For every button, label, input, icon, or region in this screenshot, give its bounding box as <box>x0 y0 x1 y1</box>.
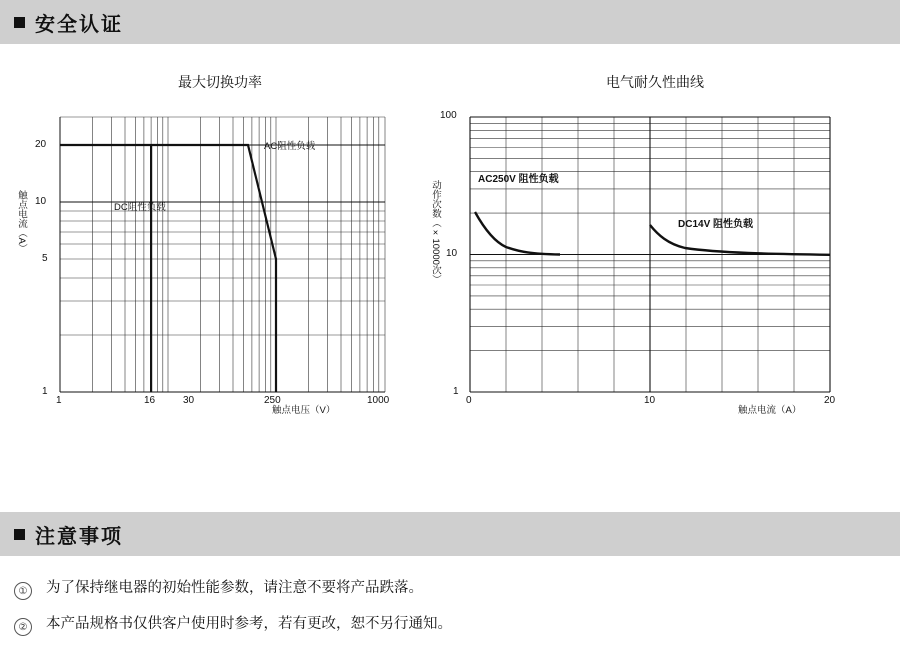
curve-ac250v-resistive-load <box>475 212 560 255</box>
left-chart-ylabel: 触点电流（A） <box>16 190 27 254</box>
plot-right-svg <box>440 102 890 432</box>
list-item <box>0 580 900 600</box>
section-header-notes <box>0 512 900 556</box>
charts-area <box>0 60 900 460</box>
left-xtick-1: 1 <box>56 395 62 406</box>
left-ytick-10: 10 <box>35 196 47 207</box>
right-chart-xlabel: 触点电流（A） <box>738 405 802 416</box>
right-ytick-100: 100 <box>440 110 457 121</box>
right-xtick-10: 10 <box>644 395 656 406</box>
plot-left-svg <box>10 102 430 432</box>
notes-list <box>0 580 900 652</box>
left-xtick-16: 16 <box>144 395 156 406</box>
chart-electrical-endurance <box>430 60 890 450</box>
left-ytick-5: 5 <box>42 253 48 264</box>
left-xtick-250: 250 <box>264 395 281 406</box>
plot-left <box>10 102 430 432</box>
label-dc14v-resistive-load: DC14V 阻性负载 <box>678 219 754 230</box>
chart-max-switching-power <box>10 60 430 450</box>
list-item <box>0 616 900 636</box>
square-bullet-icon <box>14 529 25 540</box>
note-number: ① <box>14 582 32 600</box>
chart-title-right: 电气耐久性曲线 <box>606 74 704 90</box>
label-ac250v-resistive-load: AC250V 阻性负载 <box>478 174 559 185</box>
label-dc-resistive-load: DC阻性负载 <box>114 202 166 213</box>
right-ytick-10: 10 <box>446 248 458 259</box>
left-xtick-1000: 1000 <box>367 395 390 406</box>
note-text: 为了保持继电器的初始性能参数，请注意不要将产品跌落。 <box>46 580 423 596</box>
section-header-safety <box>0 0 900 44</box>
section-title-notes: 注意事项 <box>35 525 123 548</box>
plot-right <box>430 102 890 432</box>
note-number: ② <box>14 618 32 636</box>
chart-title-left: 最大切换功率 <box>178 74 262 90</box>
label-ac-resistive-load: AC阻性负载 <box>264 141 316 152</box>
section-title-safety: 安全认证 <box>35 13 123 36</box>
right-ytick-1: 1 <box>453 386 459 397</box>
left-ytick-1: 1 <box>42 386 48 397</box>
square-bullet-icon <box>14 17 25 28</box>
left-chart-xlabel: 触点电压（V） <box>272 405 336 416</box>
note-text: 本产品规格书仅供客户使用时参考，若有更改，恕不另行通知。 <box>46 616 452 632</box>
right-chart-ylabel: 动作次数（×10000次） <box>430 180 441 284</box>
right-xtick-20: 20 <box>824 395 836 406</box>
left-xtick-30: 30 <box>183 395 195 406</box>
right-xtick-0: 0 <box>466 395 472 406</box>
left-ytick-20: 20 <box>35 139 47 150</box>
